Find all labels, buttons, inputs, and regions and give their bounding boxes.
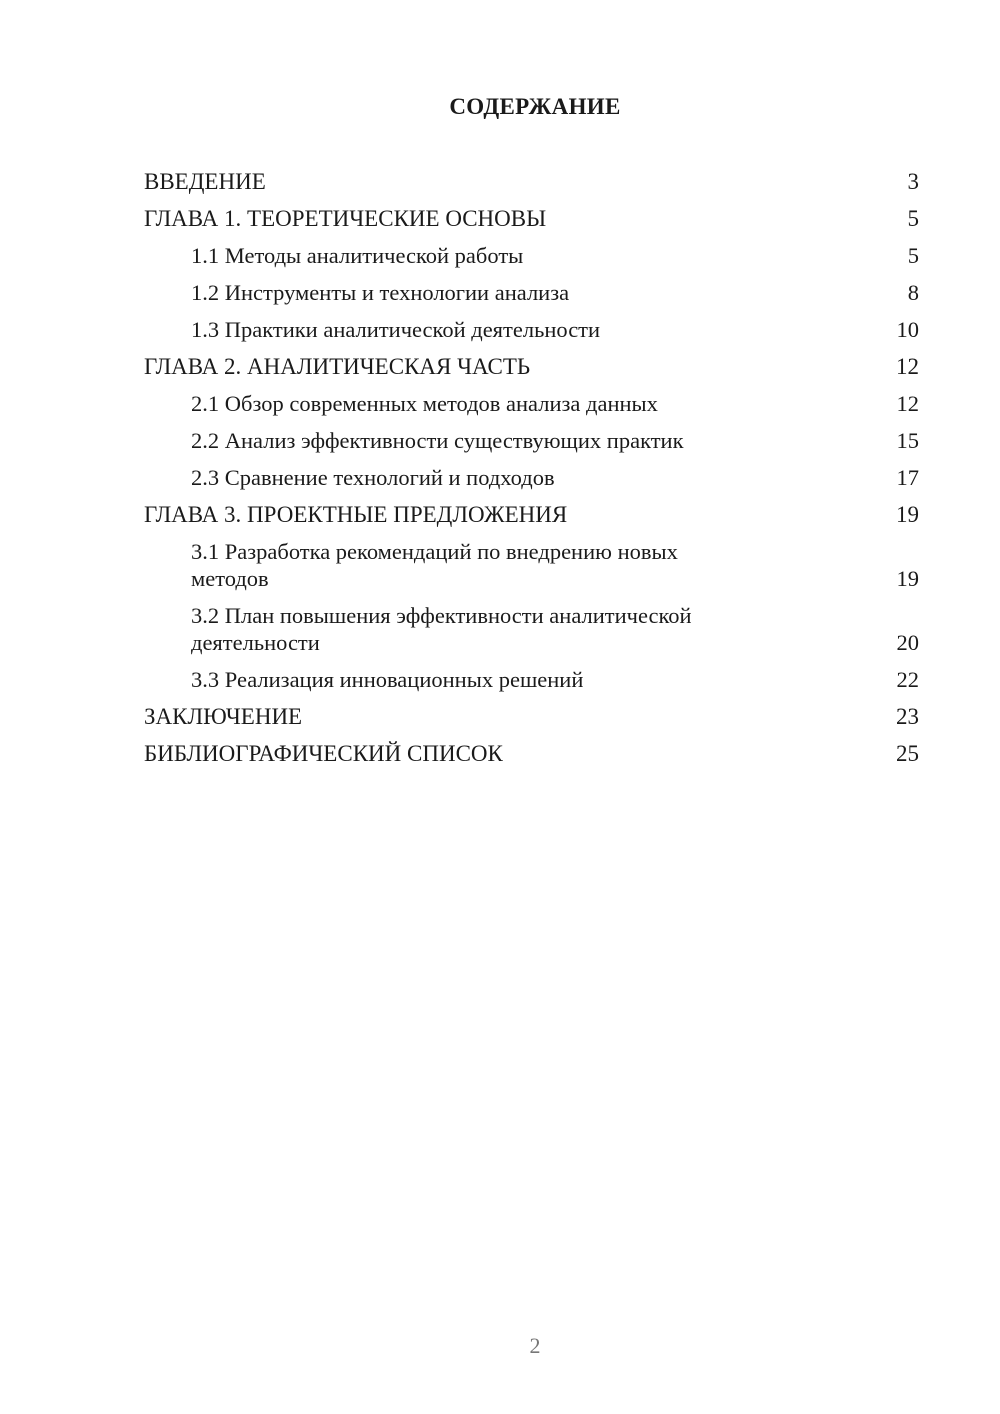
toc-entry-page: 12 bbox=[896, 391, 919, 416]
toc-entry-page: 23 bbox=[896, 704, 919, 729]
toc-entry-page: 3 bbox=[907, 169, 919, 194]
toc-entry-label: 2.2 Анализ эффективности существующих практик bbox=[191, 428, 684, 453]
toc-entry-label: ГЛАВА 1. ТЕОРЕТИЧЕСКИЕ ОСНОВЫ bbox=[144, 206, 547, 231]
toc-entry-page: 15 bbox=[896, 428, 919, 453]
toc-entry-label: ЗАКЛЮЧЕНИЕ bbox=[144, 704, 303, 729]
toc-entry-label: 3.3 Реализация инновационных решений bbox=[191, 667, 584, 692]
toc-entry-label: 2.1 Обзор современных методов анализа данных bbox=[191, 391, 658, 416]
toc-entry-page: 8 bbox=[907, 280, 919, 305]
toc-entry-section-3-1[interactable] bbox=[144, 538, 919, 592]
toc-entry-introduction[interactable] bbox=[144, 168, 919, 195]
toc-entry-page: 12 bbox=[896, 354, 919, 379]
toc-entry-label: 1.3 Практики аналитической деятельности bbox=[191, 317, 601, 342]
toc-entry-page: 20 bbox=[896, 630, 919, 655]
toc-entry-section-3-3[interactable] bbox=[144, 666, 919, 693]
toc-entry-page: 5 bbox=[907, 206, 919, 231]
toc-entry-page: 17 bbox=[896, 465, 919, 490]
toc-entry-label: ГЛАВА 2. АНАЛИТИЧЕСКАЯ ЧАСТЬ bbox=[144, 354, 531, 379]
toc-entry-section-2-2[interactable] bbox=[144, 427, 919, 454]
toc-entry-page: 10 bbox=[896, 317, 919, 342]
toc-entry-page: 25 bbox=[896, 741, 919, 766]
page-title: СОДЕРЖАНИЕ bbox=[449, 94, 621, 119]
table-of-contents bbox=[144, 168, 919, 777]
toc-entry-label: 1.1 Методы аналитической работы bbox=[191, 243, 524, 268]
toc-entry-bibliography[interactable] bbox=[144, 740, 919, 767]
toc-entry-section-1-2[interactable] bbox=[144, 279, 919, 306]
toc-entry-chapter-2[interactable] bbox=[144, 353, 919, 380]
toc-entry-label: 2.3 Сравнение технологий и подходов bbox=[191, 465, 555, 490]
toc-entry-label: ВВЕДЕНИЕ bbox=[144, 169, 266, 194]
toc-entry-chapter-1[interactable] bbox=[144, 205, 919, 232]
toc-entry-section-1-1[interactable] bbox=[144, 242, 919, 269]
page-number: 2 bbox=[529, 1333, 541, 1358]
toc-entry-page: 19 bbox=[896, 502, 919, 527]
toc-entry-label: 1.2 Инструменты и технологии анализа bbox=[191, 280, 570, 305]
toc-entry-section-2-3[interactable] bbox=[144, 464, 919, 491]
toc-entry-section-2-1[interactable] bbox=[144, 390, 919, 417]
toc-entry-label: 3.1 Разработка рекомендаций по внедрению новых методов bbox=[191, 539, 678, 591]
toc-entry-chapter-3[interactable] bbox=[144, 501, 919, 528]
toc-entry-label: ГЛАВА 3. ПРОЕКТНЫЕ ПРЕДЛОЖЕНИЯ bbox=[144, 502, 568, 527]
toc-entry-section-1-3[interactable] bbox=[144, 316, 919, 343]
toc-entry-section-3-2[interactable] bbox=[144, 602, 919, 656]
toc-entry-page: 5 bbox=[907, 243, 919, 268]
toc-entry-label: БИБЛИОГРАФИЧЕСКИЙ СПИСОК bbox=[144, 741, 503, 766]
toc-entry-page: 19 bbox=[896, 566, 919, 591]
toc-entry-conclusion[interactable] bbox=[144, 703, 919, 730]
toc-entry-label: 3.2 План повышения эффективности аналитической деятельности bbox=[191, 603, 692, 655]
toc-entry-page: 22 bbox=[896, 667, 919, 692]
